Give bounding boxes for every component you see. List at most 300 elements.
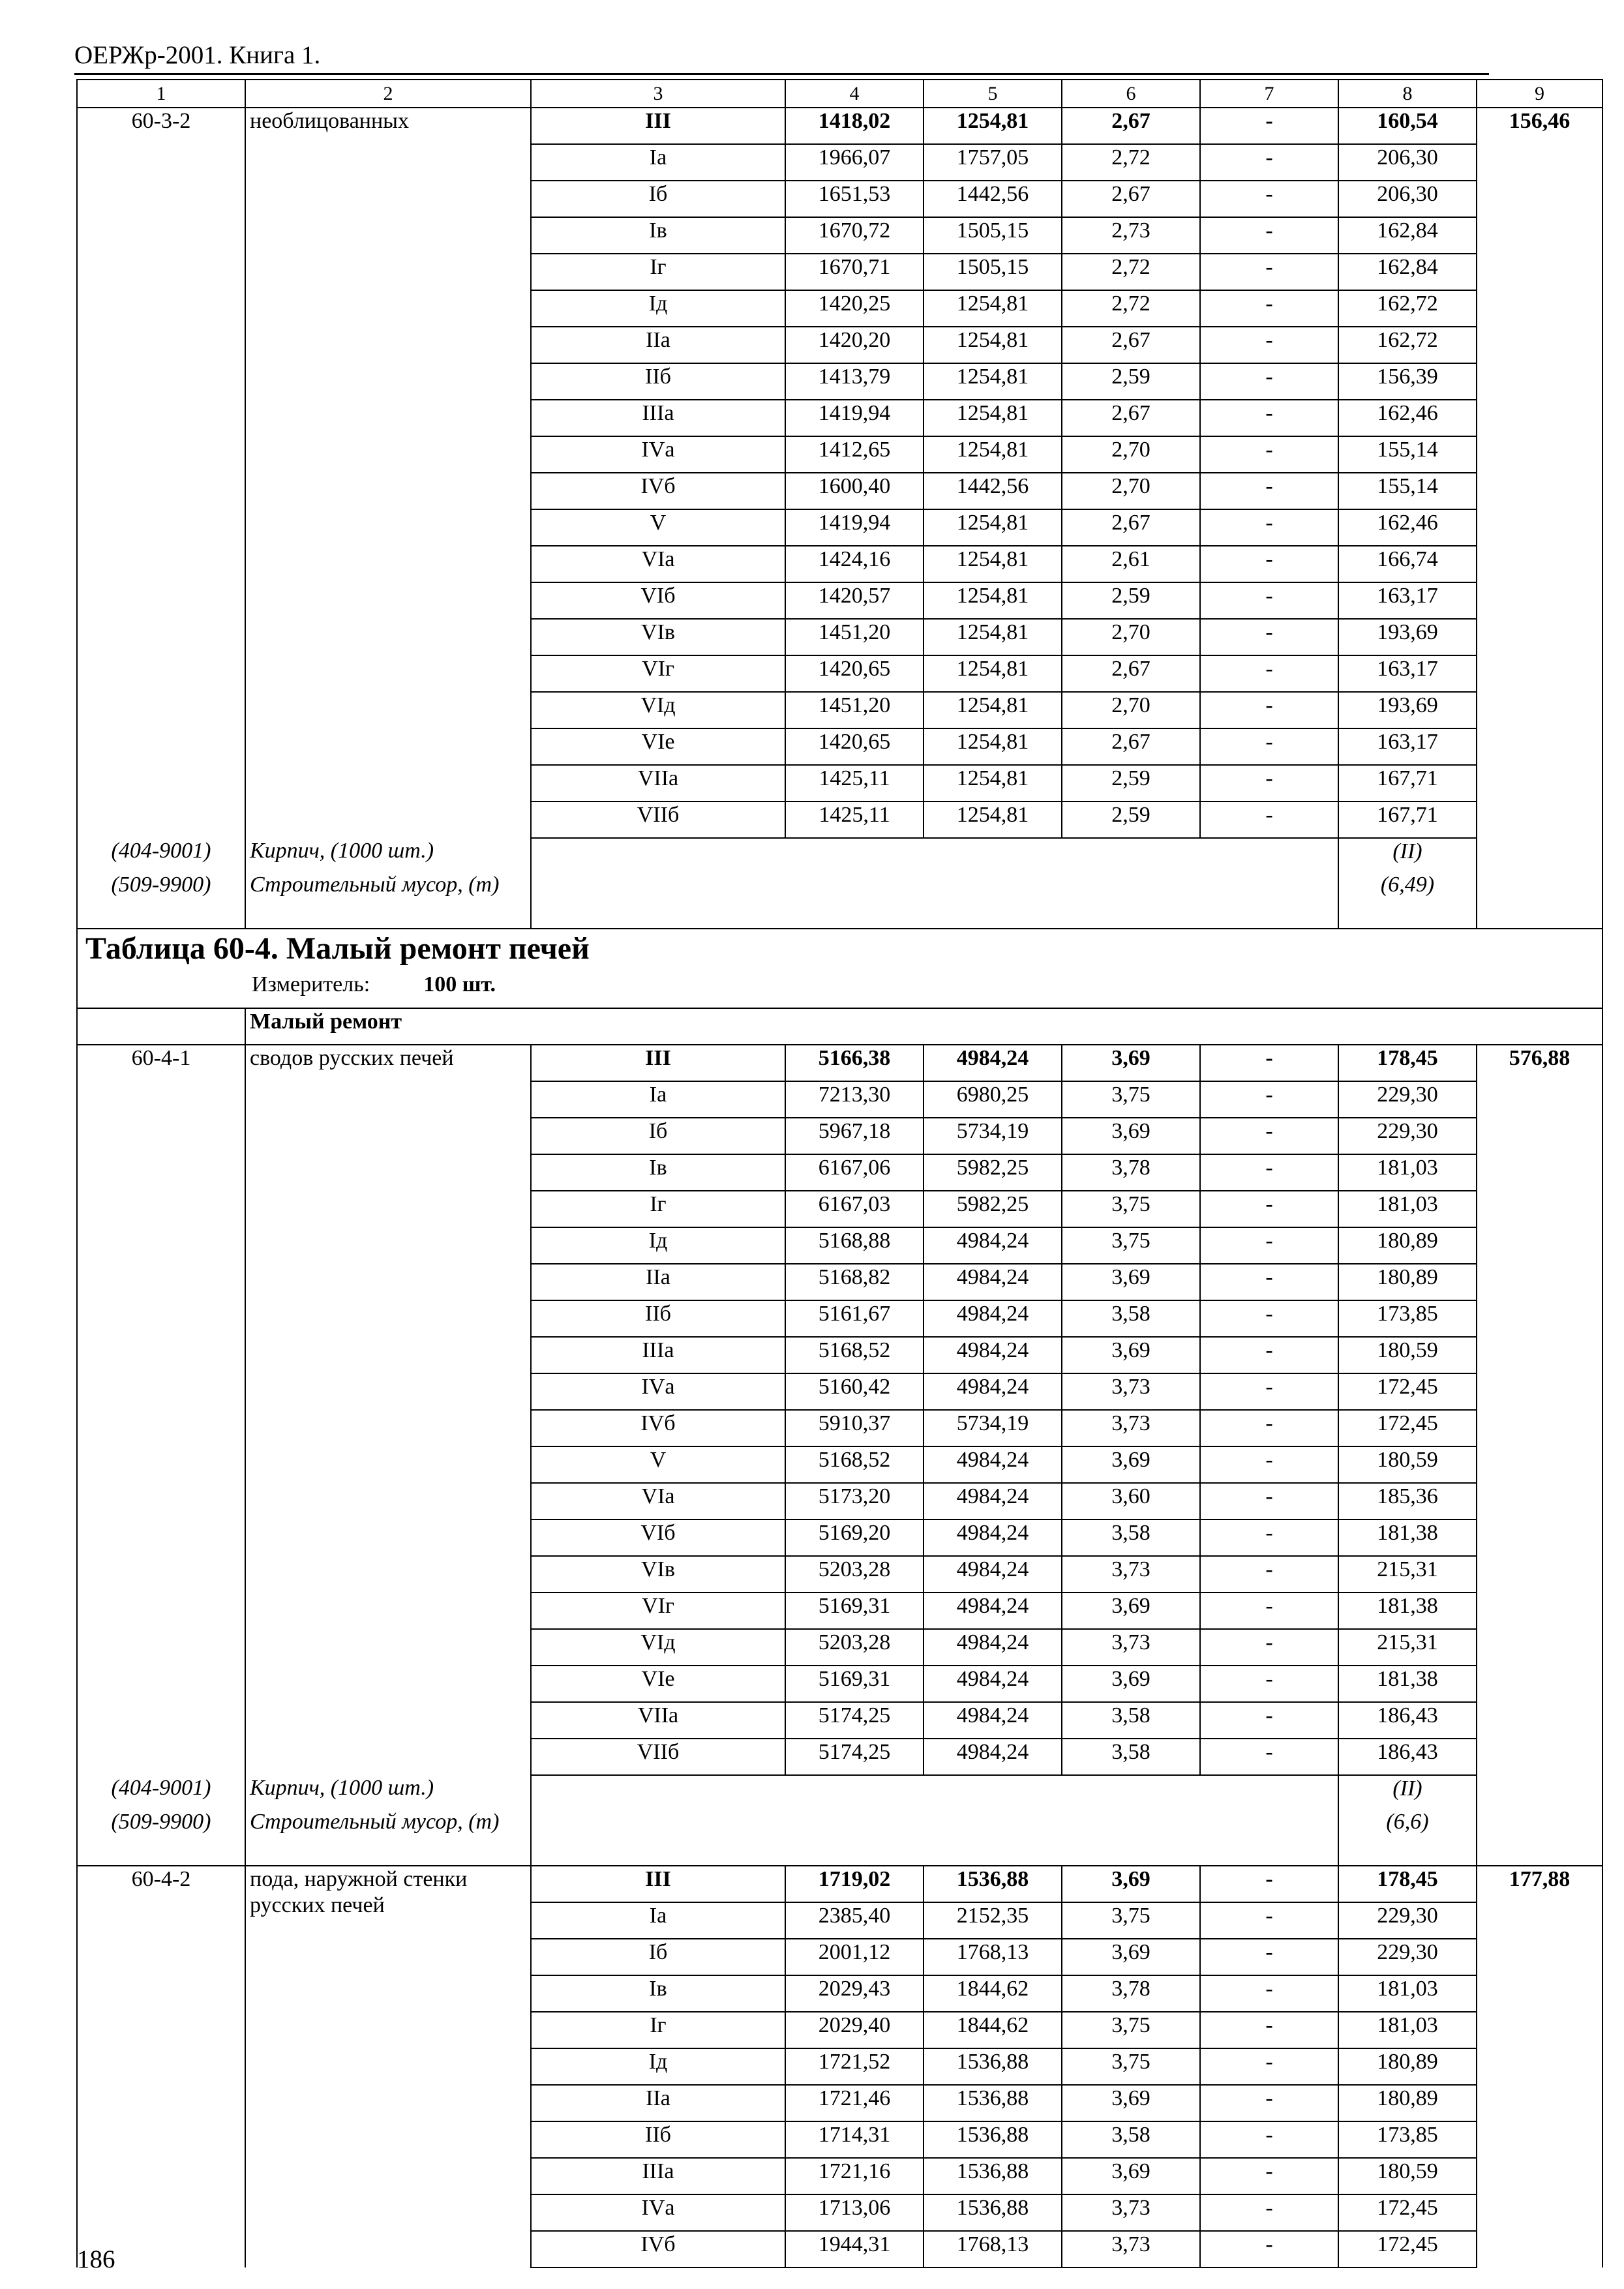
rate-value: - [1200,400,1338,436]
material-code: (404-9001) [77,838,245,872]
rate-value: - [1200,1629,1338,1666]
zone-code: Iв [531,217,785,254]
zone-code: VIIб [531,1739,785,1775]
rate-value: 1757,05 [924,144,1062,181]
zone-code: IIIа [531,2158,785,2194]
rate-value: 3,69 [1062,1337,1200,1373]
zone-code: III [531,108,785,144]
zone-code: VIв [531,1556,785,1593]
rate-value: - [1200,728,1338,765]
rate-value: 1721,46 [785,2085,924,2121]
zone-code: Iг [531,254,785,290]
rate-value: - [1200,1593,1338,1629]
rate-value: 1254,81 [924,765,1062,801]
material-code: (509-9900) [77,1809,245,1866]
rate-value: 5169,31 [785,1593,924,1629]
zone-code: Iб [531,1939,785,1975]
rate-value: 3,73 [1062,1556,1200,1593]
rate-value: 2029,43 [785,1975,924,2012]
material-name: Кирпич, (1000 шт.) [245,838,531,872]
rate-value: 4984,24 [924,1337,1062,1373]
rate-value: 172,45 [1338,2231,1477,2267]
rate-value: 3,58 [1062,1519,1200,1556]
rate-value: 3,60 [1062,1483,1200,1519]
zone-code: VIг [531,1593,785,1629]
rate-value: 1425,11 [785,765,924,801]
empty-cell [531,838,1338,872]
rate-value: 1419,94 [785,509,924,546]
rate-value: 1944,31 [785,2231,924,2267]
rate-value: - [1200,1446,1338,1483]
rate-value: 5734,19 [924,1118,1062,1154]
rate-value: 167,71 [1338,801,1477,838]
rate-value: - [1200,217,1338,254]
zone-code: Iг [531,2012,785,2048]
zone-code: III [531,1866,785,1902]
rate-value: 5203,28 [785,1556,924,1593]
zone-code: VIа [531,546,785,582]
zone-code: VIа [531,1483,785,1519]
rate-value: 1254,81 [924,692,1062,728]
column-number: 5 [924,80,1062,108]
rate-value: 3,73 [1062,1410,1200,1446]
rate-value: - [1200,1264,1338,1300]
rate-value: - [1200,1154,1338,1191]
rate-value: 3,69 [1062,1118,1200,1154]
material-row [77,838,1602,872]
rate-value: 178,45 [1338,1866,1477,1902]
rate-value: - [1200,1666,1338,1702]
rate-value: 1254,81 [924,363,1062,400]
rate-value: 1651,53 [785,181,924,217]
rate-value: 180,89 [1338,1264,1477,1300]
material-code: (404-9001) [77,1775,245,1809]
rate-value: - [1200,2121,1338,2158]
zone-code: IIа [531,2085,785,2121]
material-value: (6,49) [1338,872,1477,929]
zone-code: IIб [531,2121,785,2158]
rate-value: 4984,24 [924,1593,1062,1629]
rate-value: 181,03 [1338,1191,1477,1227]
rate-value: 180,89 [1338,2048,1477,2085]
rate-value: 3,75 [1062,1902,1200,1939]
rate-value: 3,78 [1062,1975,1200,2012]
material-name: Кирпич, (1000 шт.) [245,1775,531,1809]
rate-value: - [1200,473,1338,509]
measure-value: 100 шт. [423,972,496,996]
rate-value: 1536,88 [924,2085,1062,2121]
item-name: пода, наружной стенки русских печей [245,1866,531,2267]
rate-value: 3,58 [1062,1739,1200,1775]
rate-value: - [1200,1866,1338,1902]
rate-value: 3,58 [1062,2121,1200,2158]
zone-code: Iд [531,1227,785,1264]
zone-code: Iб [531,181,785,217]
rate-value: - [1200,1300,1338,1337]
rate-value: 229,30 [1338,1939,1477,1975]
rate-value: 2,59 [1062,582,1200,619]
rate-value: 3,69 [1062,2158,1200,2194]
rate-value: 2001,12 [785,1939,924,1975]
rate-value: 2,67 [1062,327,1200,363]
rate-value: 229,30 [1338,1118,1477,1154]
rate-value: 5967,18 [785,1118,924,1154]
rate-value: 3,69 [1062,2085,1200,2121]
rate-value: 2,73 [1062,217,1200,254]
page-number: 186 [77,2245,115,2273]
rate-value: - [1200,108,1338,144]
rate-value: 5168,52 [785,1446,924,1483]
column-number: 6 [1062,80,1200,108]
rates-table [76,79,1603,2268]
zone-code: VIе [531,728,785,765]
rate-value: 162,46 [1338,400,1477,436]
rate-value: 5910,37 [785,1410,924,1446]
rate-value: 4984,24 [924,1629,1062,1666]
rate-value: - [1200,655,1338,692]
rate-value: 181,03 [1338,1975,1477,2012]
rate-value: 1254,81 [924,728,1062,765]
material-name: Строительный мусор, (т) [245,1809,531,1866]
rate-value: 172,45 [1338,1410,1477,1446]
section-heading: Малый ремонт [245,1008,1602,1045]
rate-value: 181,38 [1338,1593,1477,1629]
rate-value: 162,72 [1338,327,1477,363]
rate-value: 3,75 [1062,1191,1200,1227]
rate-value: 215,31 [1338,1629,1477,1666]
rate-value: 3,69 [1062,1264,1200,1300]
rate-value: 5982,25 [924,1191,1062,1227]
rate-value: - [1200,2231,1338,2267]
rate-value: 2,70 [1062,473,1200,509]
rate-row [77,1866,1602,1902]
rate-value: - [1200,1519,1338,1556]
material-value: (II) [1338,1775,1477,1809]
zone-code: IIIа [531,1337,785,1373]
zone-code: Iд [531,2048,785,2085]
rate-value: 1420,20 [785,327,924,363]
rate-value: - [1200,2048,1338,2085]
rate-value: 2,70 [1062,436,1200,473]
zone-code: IVа [531,1373,785,1410]
zone-code: V [531,509,785,546]
rate-value: 1412,65 [785,436,924,473]
section-row [77,1008,1602,1045]
rate-value: - [1200,1227,1338,1264]
rate-value: 162,72 [1338,290,1477,327]
rate-value: - [1200,1373,1338,1410]
rate-value: 4984,24 [924,1556,1062,1593]
rates-table-body [77,80,1602,2267]
rate-value: 4984,24 [924,1045,1062,1081]
rate-value: 1536,88 [924,2194,1062,2231]
rate-value: 215,31 [1338,1556,1477,1593]
rate-value: 6167,06 [785,1154,924,1191]
rate-row [77,108,1602,144]
rate-value: - [1200,1410,1338,1446]
rate-value: 185,36 [1338,1483,1477,1519]
zone-code: VIIа [531,1702,785,1739]
column-number: 3 [531,80,785,108]
rate-value: 162,84 [1338,217,1477,254]
rate-value: 1424,16 [785,546,924,582]
rate-value: - [1200,436,1338,473]
rate-value: 162,46 [1338,509,1477,546]
rate-value: 5174,25 [785,1739,924,1775]
rate-value: 181,38 [1338,1666,1477,1702]
rate-value: 180,89 [1338,2085,1477,2121]
rate-value: 1420,25 [785,290,924,327]
item-name: необлицованных [245,108,531,838]
rate-value: 5174,25 [785,1702,924,1739]
rate-value: - [1200,1902,1338,1939]
zone-code: Iа [531,1081,785,1118]
rate-value: 3,58 [1062,1702,1200,1739]
rate-value: - [1200,582,1338,619]
rate-value: 4984,24 [924,1702,1062,1739]
rate-value: 2,72 [1062,144,1200,181]
rate-value: 3,69 [1062,1666,1200,1702]
rate-value: 5166,38 [785,1045,924,1081]
rate-value: 5982,25 [924,1154,1062,1191]
rate-value: 3,73 [1062,2194,1200,2231]
zone-code: IVа [531,436,785,473]
rate-value: - [1200,2194,1338,2231]
rate-value: 5173,20 [785,1483,924,1519]
rate-value: 3,69 [1062,1939,1200,1975]
rate-value: 3,73 [1062,1629,1200,1666]
rate-value: 229,30 [1338,1902,1477,1939]
measure-line [78,968,1602,1001]
rate-value: 206,30 [1338,181,1477,217]
rate-value: 162,84 [1338,254,1477,290]
zone-code: III [531,1045,785,1081]
table-title-cell [77,929,1602,1008]
rate-value: 163,17 [1338,728,1477,765]
rate-value: 1254,81 [924,546,1062,582]
rate-value: 1254,81 [924,582,1062,619]
rate-value: 3,78 [1062,1154,1200,1191]
zone-code: IIIа [531,400,785,436]
rate-value: - [1200,1081,1338,1118]
zone-code: VIе [531,1666,785,1702]
rate-value: 1844,62 [924,2012,1062,2048]
rate-value: 1670,72 [785,217,924,254]
rate-value: 1418,02 [785,108,924,144]
rate-value: 180,59 [1338,2158,1477,2194]
rate-value: 181,03 [1338,2012,1477,2048]
rate-value: 3,69 [1062,1446,1200,1483]
rate-value: 3,73 [1062,2231,1200,2267]
rate-value: 2,59 [1062,363,1200,400]
rate-value: 4984,24 [924,1264,1062,1300]
rate-value: 2,67 [1062,400,1200,436]
rate-value: 2,67 [1062,509,1200,546]
column-number: 9 [1477,80,1602,108]
rate-value: 5734,19 [924,1410,1062,1446]
rate-value: - [1200,2158,1338,2194]
rate-value: - [1200,144,1338,181]
rate-value: - [1200,254,1338,290]
rate-value: - [1200,619,1338,655]
zone-code: VIд [531,1629,785,1666]
rate-row [77,1045,1602,1081]
rate-value: 193,69 [1338,619,1477,655]
rate-value: 4984,24 [924,1666,1062,1702]
rate-value: 156,39 [1338,363,1477,400]
rate-value: 1536,88 [924,2158,1062,2194]
rate-value: 172,45 [1338,1373,1477,1410]
item-price: 177,88 [1477,1866,1602,2267]
zone-code: IIа [531,1264,785,1300]
zone-code: Iв [531,1975,785,2012]
rate-value: - [1200,692,1338,728]
rate-value: 163,17 [1338,582,1477,619]
rate-value: - [1200,1702,1338,1739]
rate-value: 2,72 [1062,290,1200,327]
rate-value: - [1200,181,1338,217]
rate-value: 5168,88 [785,1227,924,1264]
rate-value: - [1200,546,1338,582]
rate-value: 2029,40 [785,2012,924,2048]
rate-value: 180,59 [1338,1446,1477,1483]
empty-cell [531,872,1338,929]
zone-code: Iд [531,290,785,327]
zone-code: IVа [531,2194,785,2231]
rate-value: 173,85 [1338,2121,1477,2158]
rate-value: 3,58 [1062,1300,1200,1337]
rate-value: - [1200,1739,1338,1775]
rate-value: - [1200,1118,1338,1154]
rate-value: 1966,07 [785,144,924,181]
rate-value: 1451,20 [785,692,924,728]
rate-value: 155,14 [1338,436,1477,473]
column-number: 7 [1200,80,1338,108]
item-code: 60-4-2 [77,1866,245,2267]
rate-value: 1536,88 [924,1866,1062,1902]
rate-value: 229,30 [1338,1081,1477,1118]
rate-value: - [1200,363,1338,400]
rate-value: 4984,24 [924,1446,1062,1483]
rate-value: 1600,40 [785,473,924,509]
rate-value: 1254,81 [924,327,1062,363]
zone-code: VIв [531,619,785,655]
zone-code: Iг [531,1191,785,1227]
rate-value: - [1200,1556,1338,1593]
rate-value: - [1200,327,1338,363]
zone-code: VIб [531,1519,785,1556]
rate-value: - [1200,1939,1338,1975]
rate-value: 173,85 [1338,1300,1477,1337]
zone-code: IVб [531,2231,785,2267]
material-row [77,872,1602,929]
rate-value: 2,70 [1062,692,1200,728]
zone-code: Iб [531,1118,785,1154]
material-code: (509-9900) [77,872,245,929]
rate-value: 181,03 [1338,1154,1477,1191]
material-row [77,1809,1602,1866]
rate-value: 2,59 [1062,801,1200,838]
rate-value: - [1200,1975,1338,2012]
rate-value: 7213,30 [785,1081,924,1118]
rate-value: 160,54 [1338,108,1477,144]
item-code: 60-3-2 [77,108,245,838]
rate-value: 193,69 [1338,692,1477,728]
zone-code: VIб [531,582,785,619]
rate-value: 206,30 [1338,144,1477,181]
rate-value: 3,69 [1062,1866,1200,1902]
material-value: (6,6) [1338,1809,1477,1866]
zone-code: IIб [531,1300,785,1337]
rate-value: 3,73 [1062,1373,1200,1410]
rate-value: 4984,24 [924,1373,1062,1410]
rate-value: 1536,88 [924,2121,1062,2158]
zone-code: Iа [531,1902,785,1939]
rate-value: 1254,81 [924,108,1062,144]
rate-value: - [1200,1191,1338,1227]
rate-value: 2,67 [1062,181,1200,217]
item-code: 60-4-1 [77,1045,245,1775]
item-price: 576,88 [1477,1045,1602,1866]
rate-value: 4984,24 [924,1300,1062,1337]
empty-cell [77,1008,245,1045]
rate-value: 178,45 [1338,1045,1477,1081]
rate-value: 1451,20 [785,619,924,655]
rate-value: 2385,40 [785,1902,924,1939]
zone-code: VIг [531,655,785,692]
rate-value: 1768,13 [924,1939,1062,1975]
rate-value: 2,70 [1062,619,1200,655]
rate-value: 1719,02 [785,1866,924,1902]
rate-value: 2,72 [1062,254,1200,290]
measure-label: Измеритель: [252,972,370,996]
rate-value: 5168,82 [785,1264,924,1300]
rate-value: 1254,81 [924,509,1062,546]
rate-value: 180,89 [1338,1227,1477,1264]
rate-value: 1420,57 [785,582,924,619]
material-value: (II) [1338,838,1477,872]
rate-value: 1768,13 [924,2231,1062,2267]
rate-value: 166,74 [1338,546,1477,582]
rate-value: - [1200,1337,1338,1373]
rate-value: 1419,94 [785,400,924,436]
empty-cell [531,1809,1338,1866]
rate-value: 1254,81 [924,436,1062,473]
rate-value: - [1200,1045,1338,1081]
rate-value: - [1200,765,1338,801]
rate-value: - [1200,801,1338,838]
rate-value: 2,67 [1062,655,1200,692]
item-name: сводов русских печей [245,1045,531,1775]
rate-value: 3,75 [1062,2012,1200,2048]
rate-value: 163,17 [1338,655,1477,692]
rate-value: - [1200,1483,1338,1519]
rate-value: 3,75 [1062,1227,1200,1264]
rate-value: 1713,06 [785,2194,924,2231]
column-number: 2 [245,80,531,108]
rate-value: 2,67 [1062,728,1200,765]
rate-value: 1714,31 [785,2121,924,2158]
rate-value: 2152,35 [924,1902,1062,1939]
rate-value: 1721,16 [785,2158,924,2194]
rate-value: 1413,79 [785,363,924,400]
zone-code: IIа [531,327,785,363]
rate-value: 3,69 [1062,1593,1200,1629]
rate-value: 6167,03 [785,1191,924,1227]
rate-value: 3,69 [1062,1045,1200,1081]
material-name: Строительный мусор, (т) [245,872,531,929]
rate-value: 4984,24 [924,1227,1062,1264]
